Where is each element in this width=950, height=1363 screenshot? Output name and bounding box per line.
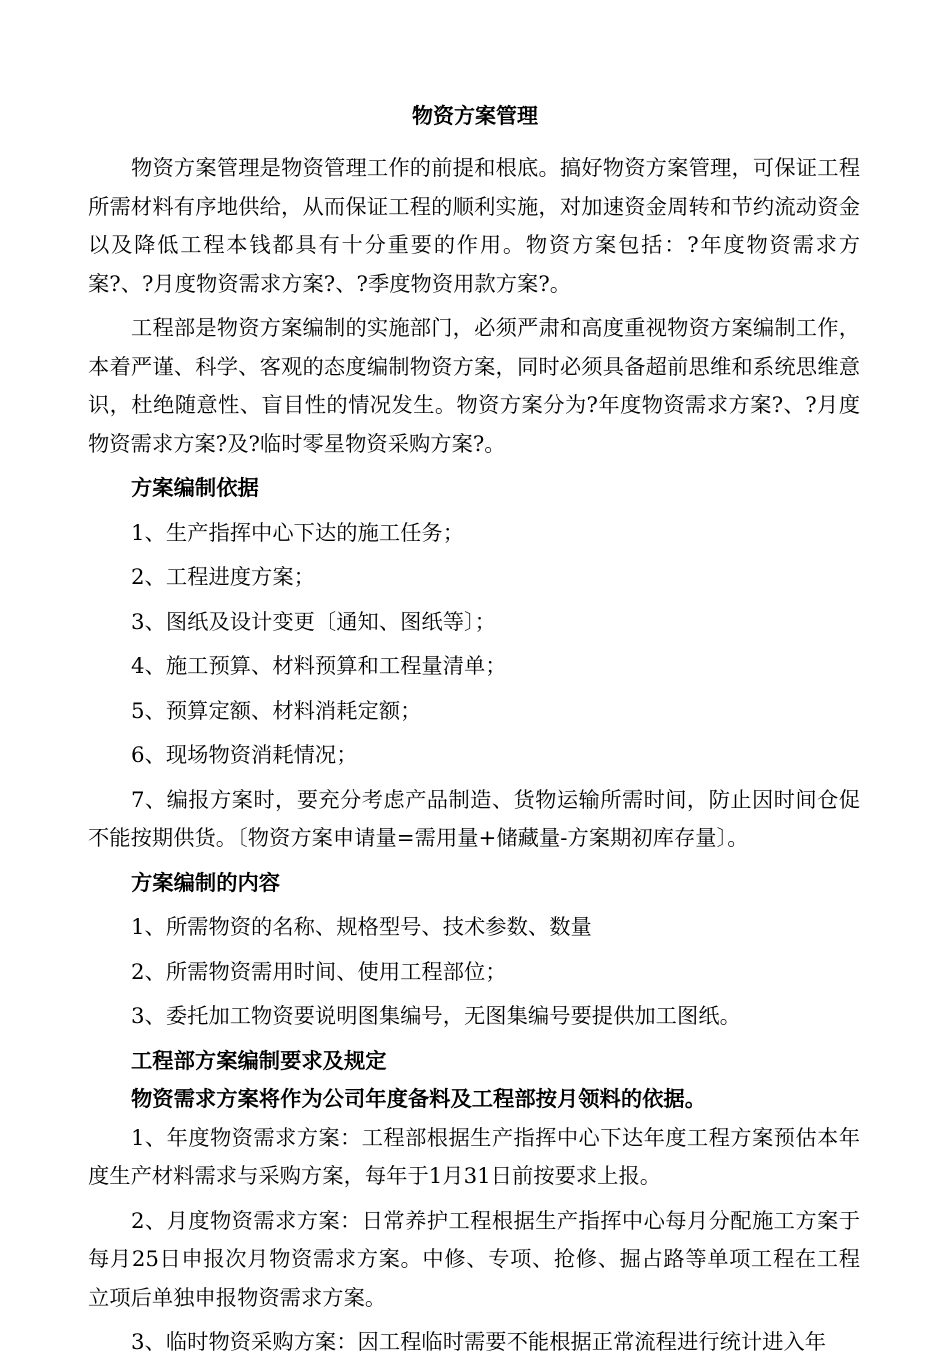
basis-item-7: 7、编报方案时，要充分考虑产品制造、货物运输所需时间，防止因时间仓促不能按期供货。〔物资方案申请量=需用量+储藏量-方案期初库存量〕。 — [88, 787, 860, 851]
content-item-2: 2、所需物资需用时间、使用工程部位； — [131, 959, 507, 985]
basis-item-4: 4、施工预算、材料预算和工程量清单； — [131, 654, 507, 679]
document-title: 物资方案管理 — [412, 104, 538, 128]
requirement-item-3: 3、临时物资采购方案：因工程临时需要不能根据正常流程进行统计进入年 — [131, 1330, 827, 1355]
document-body — [88, 150, 860, 1363]
section-heading-basis: 方案编制依据 — [131, 476, 259, 501]
basis-item-6: 6、现场物资消耗情况； — [131, 743, 358, 768]
basis-item-1: 1、生产指挥中心下达的施工任务； — [131, 520, 465, 546]
basis-item-5: 5、预算定额、材料消耗定额； — [131, 698, 422, 724]
intro-paragraph-2: 工程部是物资方案编制的实施部门，必须严肃和高度重视物资方案编制工作，本着严谨、科学、客观的态度编制物资方案，同时必须具备超前思维和系统思维意识，杜绝随意性、盲目性的情况发生。物资方案分为?年度物资需求方案?、?月度物资需求方案?及?临时零星物资采购方案?。 — [88, 316, 860, 457]
section-heading-content: 方案编制的内容 — [131, 870, 281, 896]
requirement-item-2: 2、月度物资需求方案：日常养护工程根据生产指挥中心每月分配施工方案于每月25日申报次月物资需求方案。中修、专项、抢修、掘占路等单项工程在工程立项后单独申报物资需求方案。 — [88, 1208, 860, 1311]
content-item-1: 1、所需物资的名称、规格型号、技术参数、数量 — [131, 915, 592, 940]
basis-item-3: 3、图纸及设计变更〔通知、图纸等〕； — [131, 609, 496, 635]
content-item-3: 3、委托加工物资要说明图集编号，无图集编号要提供加工图纸。 — [131, 1004, 741, 1029]
section-heading-requirements: 工程部方案编制要求及规定 — [131, 1048, 387, 1074]
intro-paragraph-1: 物资方案管理是物资管理工作的前提和根底。搞好物资方案管理，可保证工程所需材料有序地供给，从而保证工程的顺利实施，对加速资金周转和节约流动资金以及降低工程本钱都具有十分重要的作用。物资方案包括：?年度物资需求方案?、?月度物资需求方案?、?季度物资用款方案?。 — [88, 156, 860, 297]
basis-item-2: 2、工程进度方案； — [131, 565, 315, 590]
section-subheading-requirements: 物资需求方案将作为公司年度备料及工程部按月领料的依据。 — [131, 1087, 707, 1112]
requirement-item-1: 1、年度物资需求方案：工程部根据生产指挥中心下达年度工程方案预估本年度生产材料需求与采购方案，每年于1月31日前按要求上报。 — [88, 1125, 860, 1189]
